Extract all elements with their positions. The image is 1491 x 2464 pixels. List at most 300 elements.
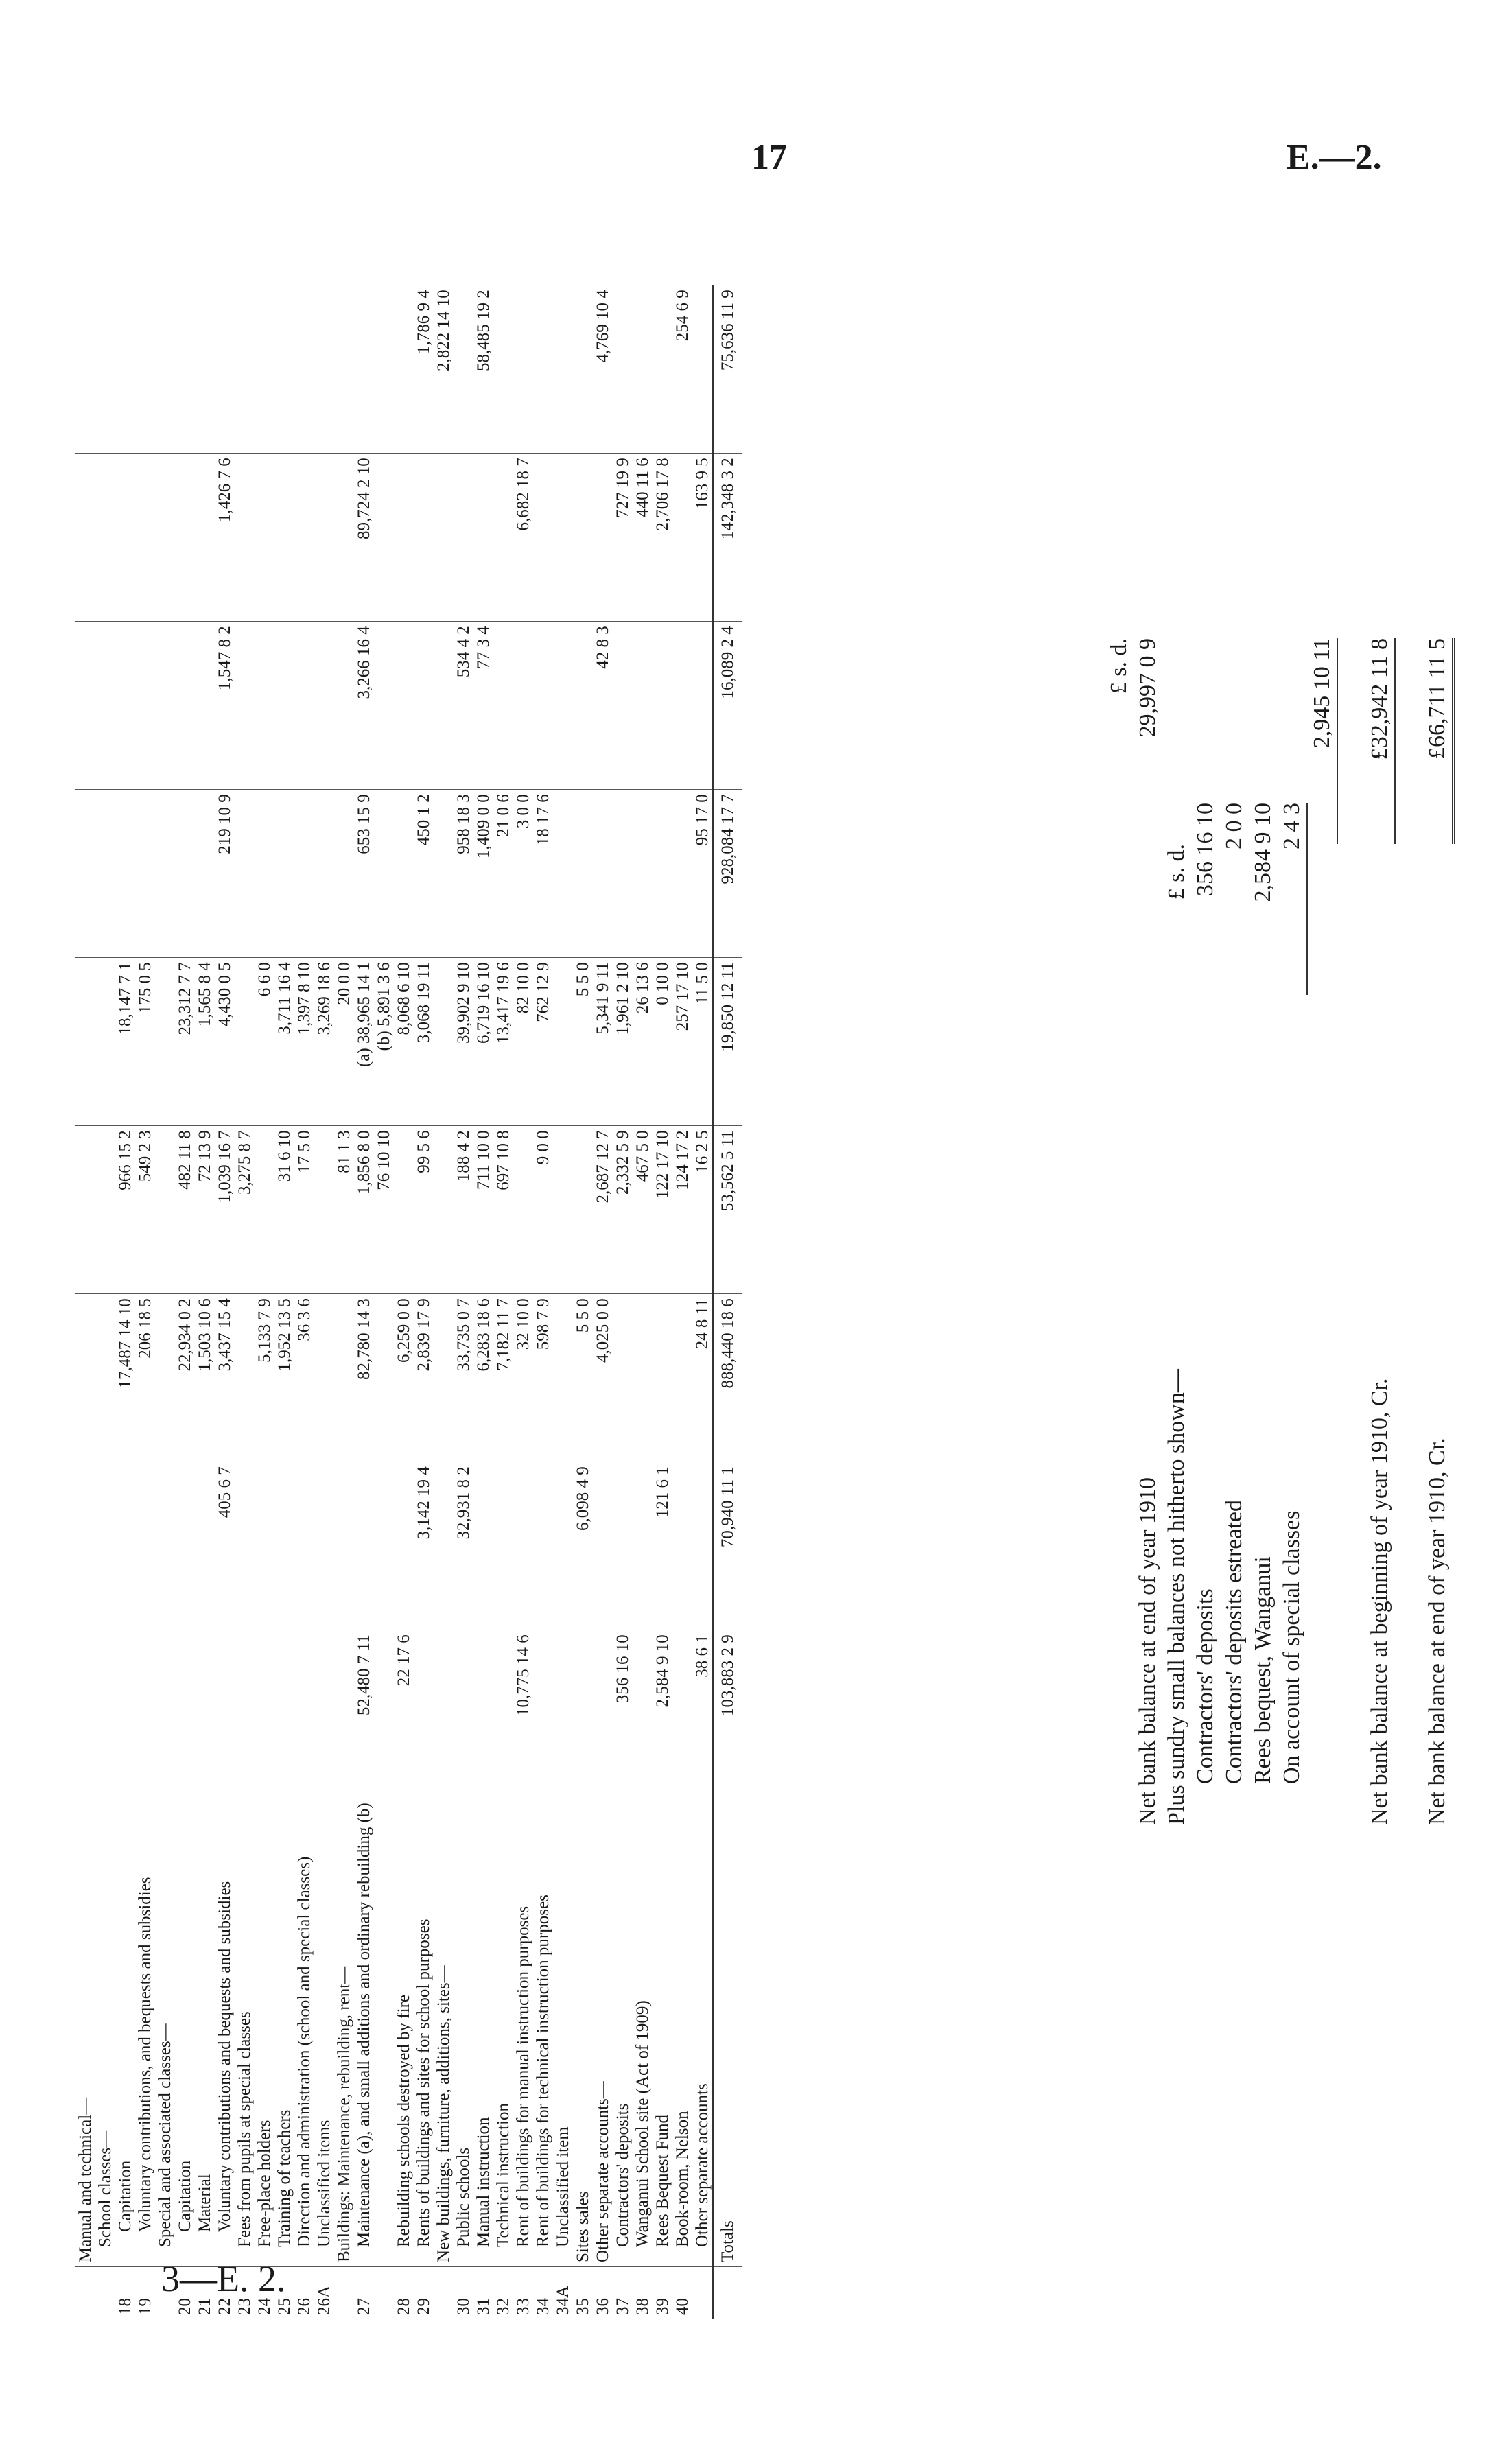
amount-cell: 3,275 8 7 <box>235 1126 255 1294</box>
amount-cell: 18,147 7 1 <box>115 958 135 1126</box>
amount-cell: 5,133 7 9 <box>255 1294 274 1462</box>
amount-cell <box>533 1630 553 1798</box>
amount-cell <box>95 1462 115 1630</box>
amount-cell <box>115 622 135 790</box>
amount-cell: 534 4 2 <box>454 622 473 790</box>
amount-cell: 3,269 18 6 <box>314 958 334 1126</box>
page-number: 17 <box>751 138 787 177</box>
table-row <box>135 285 155 2319</box>
summary-net-end-cr <box>1423 453 1455 1825</box>
amount-cell <box>473 1462 493 1630</box>
line-number: 32 <box>493 2267 513 2320</box>
amount-cell <box>274 1630 294 1798</box>
amount-cell: 8,068 6 10 <box>394 958 414 1126</box>
line-number: 34 <box>533 2267 553 2320</box>
summary-item-value: 2,584 9 10 <box>1250 803 1276 902</box>
amount-cell: 1,565 8 4 <box>195 958 215 1126</box>
line-number: 30 <box>454 2267 473 2320</box>
summary-sundry-heading <box>1162 453 1191 1825</box>
line-number: 26 <box>294 2267 314 2320</box>
amount-cell <box>215 1630 235 1798</box>
amount-cell: 958 18 3 <box>454 790 473 958</box>
summary-item <box>1220 453 1249 1825</box>
amount-cell <box>434 958 454 1126</box>
table-row <box>235 285 255 2319</box>
row-description: Public schools <box>454 2147 473 2247</box>
amount-cell <box>235 622 255 790</box>
summary-item-value: 2 0 0 <box>1221 803 1247 849</box>
row-description-cell <box>235 1798 255 2267</box>
amount-cell <box>553 1294 573 1462</box>
amount-cell: 31 6 10 <box>274 1126 294 1294</box>
amount-cell: (a) 38,965 14 1 <box>354 958 374 1126</box>
amount-cell: 38 6 1 <box>692 1630 713 1798</box>
amount-cell <box>195 1630 215 1798</box>
line-number: 18 <box>115 2267 135 2320</box>
amount-cell <box>414 1630 434 1798</box>
amount-cell <box>294 790 314 958</box>
amount-cell <box>314 1630 334 1798</box>
line-number <box>374 2267 394 2320</box>
amount-cell <box>334 1462 354 1630</box>
amount-cell: 1,952 13 5 <box>274 1294 294 1462</box>
amount-cell <box>115 1462 135 1630</box>
amount-cell-extra <box>354 285 374 454</box>
amount-cell: 727 19 9 <box>613 454 633 622</box>
amount-cell <box>553 454 573 622</box>
row-description: Training of teachers <box>275 2109 294 2247</box>
amount-cell <box>633 790 653 958</box>
amount-cell-extra <box>513 285 533 454</box>
amount-cell <box>175 454 195 622</box>
amount-cell: 482 11 8 <box>175 1126 195 1294</box>
amount-cell <box>672 1294 692 1462</box>
row-description: Other separate accounts— <box>594 2081 612 2262</box>
amount-cell <box>374 454 394 622</box>
row-description-cell <box>294 1798 314 2267</box>
amount-cell <box>135 454 155 622</box>
amount-cell <box>235 1630 255 1798</box>
row-description: Special and associated classes— <box>156 2023 174 2247</box>
amount-cell <box>155 1294 175 1462</box>
summary-item-label: Contractors' deposits <box>1193 1588 1218 1784</box>
amount-cell <box>334 454 354 622</box>
amount-cell: 6,719 16 10 <box>473 958 493 1126</box>
row-description: Book-room, Nelson <box>673 2111 692 2247</box>
row-description: Contractors' deposits <box>613 2103 632 2247</box>
amount-cell: 17 5 0 <box>294 1126 314 1294</box>
amount-cell: 6,682 18 7 <box>513 454 533 622</box>
line-number: 36 <box>593 2267 613 2320</box>
amount-cell: 2,584 9 10 <box>653 1630 672 1798</box>
amount-cell: 1,426 7 6 <box>215 454 235 622</box>
amount-cell <box>175 622 195 790</box>
amount-cell: 18 17 6 <box>533 790 553 958</box>
line-number <box>95 2267 115 2320</box>
amount-cell-extra <box>553 285 573 454</box>
amount-cell: 32,931 8 2 <box>454 1462 473 1630</box>
amount-cell: 6,098 4 9 <box>573 1462 593 1630</box>
amount-cell: 697 10 8 <box>493 1126 513 1294</box>
summary-net-end <box>1134 453 1162 1825</box>
amount-cell <box>155 1630 175 1798</box>
amount-cell: 36 3 6 <box>294 1294 314 1462</box>
amount-cell: 1,961 2 10 <box>613 958 633 1126</box>
table-row <box>294 285 314 2319</box>
amount-cell <box>334 622 354 790</box>
amount-cell <box>75 1462 95 1630</box>
amount-cell: 175 0 5 <box>135 958 155 1126</box>
amount-cell: 5 5 0 <box>573 1294 593 1462</box>
amount-cell <box>434 622 454 790</box>
table-row <box>75 285 95 2319</box>
amount-cell: 1,397 8 10 <box>294 958 314 1126</box>
amount-cell <box>95 1126 115 1294</box>
row-description-cell <box>215 1798 235 2267</box>
line-number: 38 <box>633 2267 653 2320</box>
amount-cell <box>394 790 414 958</box>
amount-cell <box>314 1294 334 1462</box>
line-number: 33 <box>513 2267 533 2320</box>
summary-subtotal: 2,945 10 11 <box>1308 638 1338 844</box>
amount-cell <box>513 1126 533 1294</box>
amount-cell: 206 18 5 <box>135 1294 155 1462</box>
amount-cell <box>553 1630 573 1798</box>
amount-cell <box>394 622 414 790</box>
amount-cell <box>593 454 613 622</box>
amount-cell <box>115 454 135 622</box>
amount-cell <box>95 622 115 790</box>
row-description: Maintenance (a), and small additions and ordinary rebuilding (b) <box>355 1803 373 2247</box>
table-row <box>274 285 294 2319</box>
amount-cell <box>314 790 334 958</box>
row-description-cell <box>274 1798 294 2267</box>
amount-cell: 22,934 0 2 <box>175 1294 195 1462</box>
line-number: 24 <box>255 2267 274 2320</box>
row-description-cell <box>653 1798 672 2267</box>
amount-cell <box>75 958 95 1126</box>
amount-cell <box>75 1294 95 1462</box>
balance-summary <box>1105 453 1455 1825</box>
amount-cell <box>533 454 553 622</box>
amount-cell: 16 2 5 <box>692 1126 713 1294</box>
row-description: Manual instruction <box>474 2117 493 2247</box>
amount-cell <box>573 790 593 958</box>
line-number: 22 <box>215 2267 235 2320</box>
summary-item <box>1278 453 1308 1825</box>
summary-value: 29,997 0 9 <box>1135 638 1160 738</box>
row-description: Buildings: Maintenance, rebuilding, rent— <box>335 1966 353 2262</box>
amount-cell-extra <box>215 285 235 454</box>
amount-cell <box>573 1126 593 1294</box>
amount-cell: 711 10 0 <box>473 1126 493 1294</box>
row-description-cell <box>75 1798 95 2267</box>
summary-subtotal-row <box>1308 453 1338 1825</box>
amount-cell: 6,283 18 6 <box>473 1294 493 1462</box>
amount-cell: 257 17 10 <box>672 958 692 1126</box>
amount-cell <box>95 1630 115 1798</box>
amount-cell <box>135 790 155 958</box>
total-amount: 16,089 2 4 <box>713 622 742 790</box>
row-description: Fees from pupils at special classes <box>235 2011 254 2247</box>
amount-cell: 3,711 16 4 <box>274 958 294 1126</box>
line-number <box>75 2267 95 2320</box>
total-amount: 888,440 18 6 <box>713 1294 742 1462</box>
amount-cell-extra <box>115 285 135 454</box>
amount-cell <box>434 1294 454 1462</box>
table-row <box>334 285 354 2319</box>
amount-cell <box>493 454 513 622</box>
amount-cell <box>493 1462 513 1630</box>
amount-cell <box>235 958 255 1126</box>
amount-cell <box>314 1462 334 1630</box>
amount-cell: 32 10 0 <box>513 1294 533 1462</box>
amount-cell: 762 12 9 <box>533 958 553 1126</box>
amount-cell <box>653 1294 672 1462</box>
table-row <box>473 285 493 2319</box>
line-number: 40 <box>672 2267 692 2320</box>
summary-item <box>1191 453 1220 1825</box>
amount-cell: 450 1 2 <box>414 790 434 958</box>
row-description-cell <box>573 1798 593 2267</box>
amount-cell <box>374 622 394 790</box>
amount-cell <box>633 1630 653 1798</box>
amount-cell <box>75 1630 95 1798</box>
amount-cell <box>255 790 274 958</box>
table-row <box>633 285 653 2319</box>
summary-item-value: 2 4 3 <box>1278 803 1308 995</box>
amount-cell <box>135 1462 155 1630</box>
row-description: New buildings, furniture, additions, sites— <box>434 1965 453 2262</box>
amount-cell <box>95 958 115 1126</box>
amount-cell <box>672 1630 692 1798</box>
table-row <box>454 285 473 2319</box>
amount-cell <box>274 790 294 958</box>
amount-cell <box>653 790 672 958</box>
amount-cell <box>274 622 294 790</box>
amount-cell: 3,266 16 4 <box>354 622 374 790</box>
line-number: 31 <box>473 2267 493 2320</box>
summary-label: Net bank balance at end of year 1910 <box>1135 1477 1160 1825</box>
amount-cell: 11 5 0 <box>692 958 713 1126</box>
amount-cell <box>294 622 314 790</box>
amount-cell: 5,341 9 11 <box>593 958 613 1126</box>
amount-cell: 77 3 4 <box>473 622 493 790</box>
amount-cell-extra <box>95 285 115 454</box>
table-row <box>354 285 374 2319</box>
summary-value: £32,942 11 8 <box>1365 638 1396 844</box>
row-description-cell <box>473 1798 493 2267</box>
row-description-cell <box>195 1798 215 2267</box>
amount-cell <box>175 1630 195 1798</box>
amount-cell <box>175 790 195 958</box>
row-description: Voluntary contributions and bequests and subsidies <box>215 1881 234 2232</box>
amount-cell <box>473 454 493 622</box>
amount-cell <box>374 1630 394 1798</box>
amount-cell <box>75 790 95 958</box>
amount-cell <box>334 1630 354 1798</box>
amount-cell-extra <box>374 285 394 454</box>
amount-cell <box>672 790 692 958</box>
amount-cell <box>672 454 692 622</box>
row-description-cell <box>135 1798 155 2267</box>
summary-item <box>1249 453 1278 1825</box>
amount-cell: 6,259 0 0 <box>394 1294 414 1462</box>
amount-cell <box>155 454 175 622</box>
amount-cell: 3,142 19 4 <box>414 1462 434 1630</box>
amount-cell <box>374 790 394 958</box>
table-row <box>653 285 672 2319</box>
amount-cell: 39,902 9 10 <box>454 958 473 1126</box>
amount-cell-extra <box>175 285 195 454</box>
amount-cell: 124 17 2 <box>672 1126 692 1294</box>
row-description-cell <box>633 1798 653 2267</box>
amount-cell <box>95 1294 115 1462</box>
amount-cell-extra: 254 6 9 <box>672 285 692 454</box>
row-description: Material <box>196 2174 214 2232</box>
line-number: 21 <box>195 2267 215 2320</box>
amount-cell <box>195 454 215 622</box>
row-description-cell <box>414 1798 434 2267</box>
amount-cell <box>155 622 175 790</box>
amount-cell: 2,332 5 9 <box>613 1126 633 1294</box>
amount-cell: 4,025 0 0 <box>593 1294 613 1462</box>
amount-cell: 1,503 10 6 <box>195 1294 215 1462</box>
amount-cell-extra: 2,822 14 10 <box>434 285 454 454</box>
line-number <box>692 2267 713 2320</box>
amount-cell: 89,724 2 10 <box>354 454 374 622</box>
amount-cell: 3 0 0 <box>513 790 533 958</box>
table-row <box>175 285 195 2319</box>
amount-cell <box>434 1630 454 1798</box>
table-row <box>374 285 394 2319</box>
amount-cell <box>473 1630 493 1798</box>
amount-cell <box>75 622 95 790</box>
amount-cell <box>314 454 334 622</box>
table-row <box>553 285 573 2319</box>
amount-cell: 405 6 7 <box>215 1462 235 1630</box>
table-row <box>692 285 713 2319</box>
amount-cell: 653 15 9 <box>354 790 374 958</box>
row-description: Rent of buildings for manual instruction purposes <box>514 1905 532 2247</box>
amount-cell-extra <box>195 285 215 454</box>
amount-cell: 1,856 8 0 <box>354 1126 374 1294</box>
amount-cell: 20 0 0 <box>334 958 354 1126</box>
table-row <box>533 285 553 2319</box>
row-description-cell <box>155 1798 175 2267</box>
totals-row <box>713 285 742 2319</box>
row-description: Sites sales <box>574 2191 592 2262</box>
table-row <box>215 285 235 2319</box>
amount-cell <box>115 1630 135 1798</box>
amount-cell <box>294 454 314 622</box>
amount-cell <box>613 622 633 790</box>
row-description: School classes— <box>96 2130 115 2247</box>
line-number: 34A <box>553 2267 573 2320</box>
totals-label: Totals <box>713 1798 742 2267</box>
amount-cell-extra <box>633 285 653 454</box>
amount-cell <box>314 1126 334 1294</box>
row-description-cell <box>354 1798 374 2267</box>
amount-cell-extra <box>394 285 414 454</box>
amount-cell: 122 17 10 <box>653 1126 672 1294</box>
amount-cell: 17,487 14 10 <box>115 1294 135 1462</box>
amount-cell <box>155 958 175 1126</box>
amount-cell: 1,547 8 2 <box>215 622 235 790</box>
amount-cell <box>653 622 672 790</box>
accounts-table <box>75 285 742 2319</box>
amount-cell: 0 10 0 <box>653 958 672 1126</box>
row-description: Direction and administration (school and special classes) <box>295 1856 314 2247</box>
amount-cell: 76 10 10 <box>374 1126 394 1294</box>
document-code: E.—2. <box>1287 138 1382 177</box>
amount-cell-extra <box>573 285 593 454</box>
row-description-cell <box>553 1798 573 2267</box>
amount-cell <box>334 790 354 958</box>
amount-cell <box>235 454 255 622</box>
amount-cell <box>434 454 454 622</box>
amount-cell <box>394 454 414 622</box>
row-description-cell <box>334 1798 354 2267</box>
amount-cell <box>294 1630 314 1798</box>
total-amount: 142,348 3 2 <box>713 454 742 622</box>
row-description-cell <box>115 1798 135 2267</box>
amount-cell: 2,839 17 9 <box>414 1294 434 1462</box>
amount-cell <box>434 1126 454 1294</box>
amount-cell <box>135 1630 155 1798</box>
amount-cell <box>195 622 215 790</box>
amount-cell: 23,312 7 7 <box>175 958 195 1126</box>
amount-cell <box>155 1126 175 1294</box>
amount-cell <box>493 622 513 790</box>
amount-cell-extra <box>533 285 553 454</box>
amount-cell <box>533 622 553 790</box>
line-number: 28 <box>394 2267 414 2320</box>
amount-cell <box>175 1462 195 1630</box>
amount-cell <box>553 1126 573 1294</box>
total-amount: 70,940 11 1 <box>713 1462 742 1630</box>
line-number: 19 <box>135 2267 155 2320</box>
amount-cell: 4,430 0 5 <box>215 958 235 1126</box>
line-number: 25 <box>274 2267 294 2320</box>
row-description-cell <box>692 1798 713 2267</box>
row-description-cell <box>672 1798 692 2267</box>
row-description-cell <box>493 1798 513 2267</box>
table-row <box>493 285 513 2319</box>
summary-item-label: On account of special classes <box>1279 1510 1304 1784</box>
amount-cell <box>493 1630 513 1798</box>
row-description-cell <box>533 1798 553 2267</box>
amount-cell <box>75 1126 95 1294</box>
amount-cell-extra <box>653 285 672 454</box>
summary-label: Net bank balance at beginning of year 1910, Cr. <box>1367 1378 1392 1825</box>
row-description-cell <box>255 1798 274 2267</box>
total-amount: 928,084 17 7 <box>713 790 742 958</box>
amount-cell-extra: 1,786 9 4 <box>414 285 434 454</box>
table-row <box>613 285 633 2319</box>
table-row <box>414 285 434 2319</box>
amount-cell: 966 15 2 <box>115 1126 135 1294</box>
amount-cell: 2,706 17 8 <box>653 454 672 622</box>
amount-cell <box>195 790 215 958</box>
row-description-cell <box>434 1798 454 2267</box>
line-number: 35 <box>573 2267 593 2320</box>
amount-cell <box>553 790 573 958</box>
amount-cell <box>454 454 473 622</box>
amount-cell: 82,780 14 3 <box>354 1294 374 1462</box>
amount-cell <box>235 790 255 958</box>
table-row <box>434 285 454 2319</box>
